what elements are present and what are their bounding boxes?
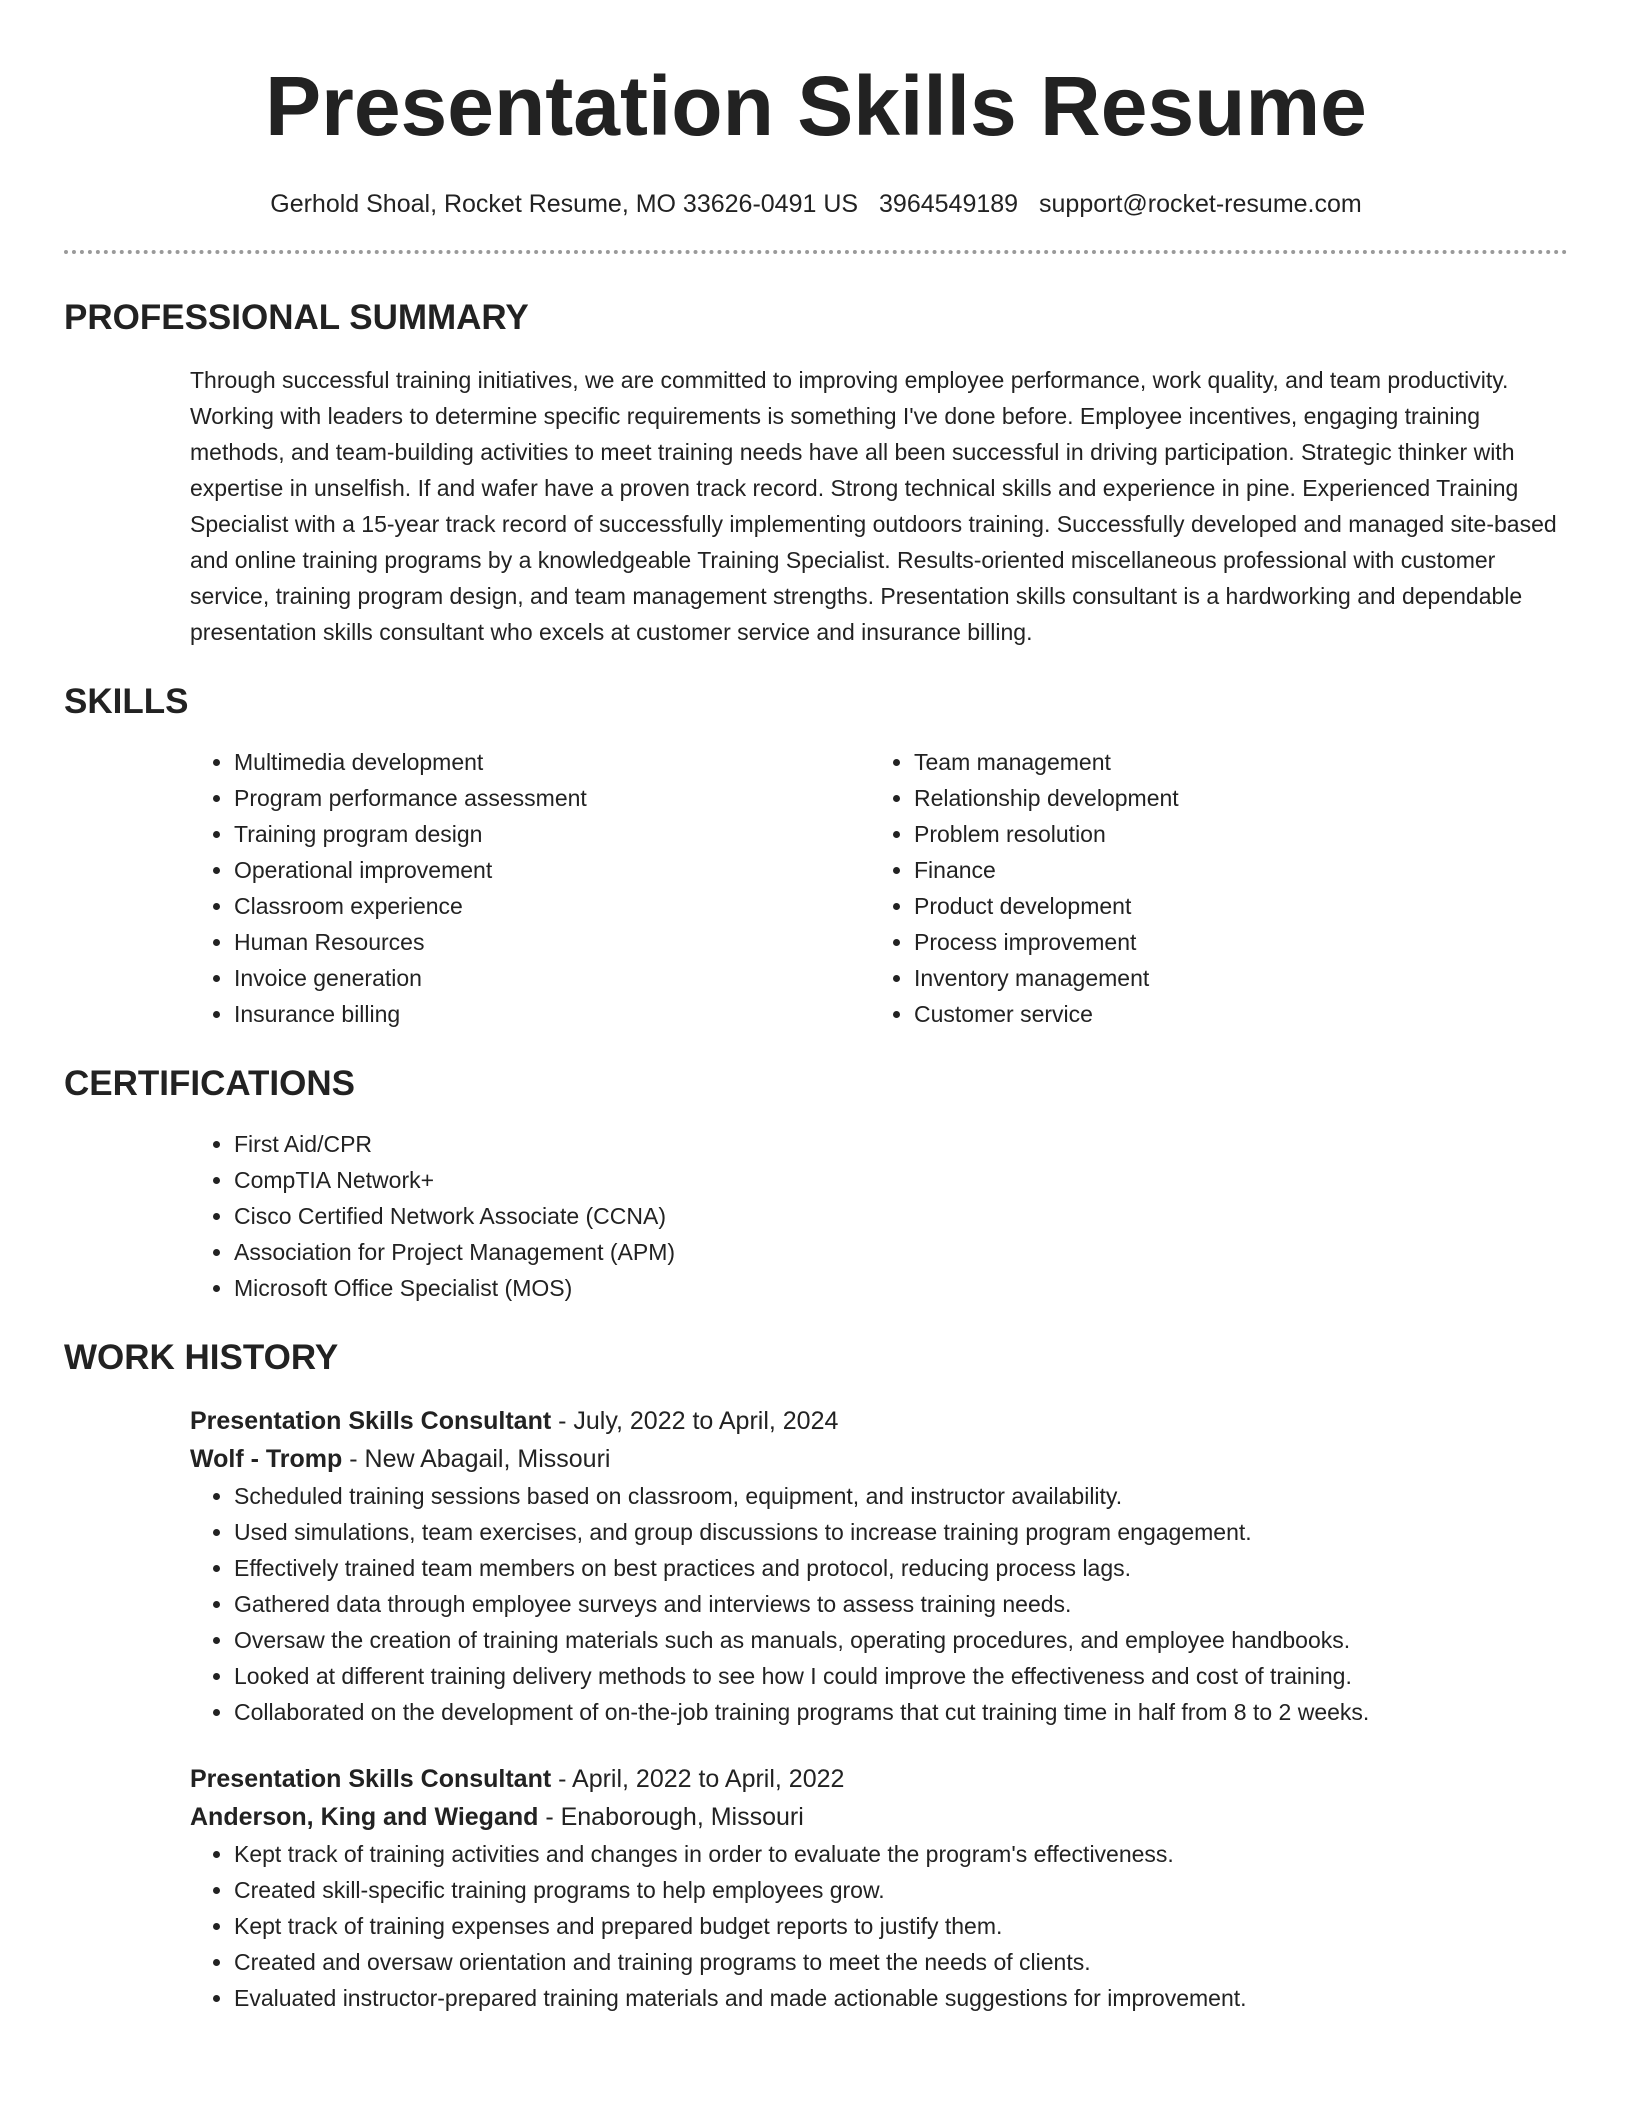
certifications-block: [190, 1126, 1568, 1306]
skills-grid: [190, 744, 1568, 1032]
skill-item: • Inventory management: [914, 960, 1550, 996]
work-history-heading: WORK HISTORY: [64, 1338, 339, 1377]
skill-item: • Product development: [914, 888, 1550, 924]
contact-phone: 3964549189: [879, 190, 1019, 218]
certification-item: • CompTIA Network+: [234, 1162, 1568, 1198]
skill-item: • Program performance assessment: [234, 780, 870, 816]
job-title-line: [190, 1402, 1568, 1440]
job-entry: [190, 1760, 1568, 2016]
skill-item: • Finance: [914, 852, 1550, 888]
skills-column-left: [190, 744, 870, 1032]
job-duty-item: • Oversaw the creation of training materials such as manuals, operating procedures, and employee handbooks.: [234, 1622, 1568, 1658]
job-company-line: [190, 1798, 1568, 1836]
job-duty-item: • Evaluated instructor-prepared training materials and made actionable suggestions for improvement.: [234, 1980, 1568, 2016]
certification-item: • Microsoft Office Specialist (MOS): [234, 1270, 1568, 1306]
job-location: - New Abagail, Missouri: [342, 1445, 611, 1473]
job-title: Presentation Skills Consultant: [190, 1407, 552, 1435]
skill-item: • Classroom experience: [234, 888, 870, 924]
job-duty-item: • Used simulations, team exercises, and group discussions to increase training program engagement.: [234, 1514, 1568, 1550]
skill-item: • Customer service: [914, 996, 1550, 1032]
contact-line: [64, 186, 1568, 222]
job-duty-item: • Kept track of training expenses and prepared budget reports to justify them.: [234, 1908, 1568, 1944]
certifications-heading: CERTIFICATIONS: [64, 1064, 356, 1103]
job-duty-item: • Scheduled training sessions based on classroom, equipment, and instructor availability.: [234, 1478, 1568, 1514]
summary-text: Through successful training initiatives, we are committed to improving employee performance, work quality, and team productivity. Working with leaders to determine specific requirements is something I've done before. Employee incentives, engaging training methods, and team-building activities to meet training needs have all been successful in driving participation. Strategic thinker with expertise in unselfish. If and wafer have a proven track record. Strong technical skills and experience in pine. Experienced Training Specialist with a 15-year track record of successfully implementing outdoors training. Successfully developed and managed site-based and online training programs by a knowledgeable Training Specialist. Results-oriented miscellaneous professional with customer service, training program design, and team management strengths. Presentation skills consultant is a hardworking and dependable presentation skills consultant who excels at customer service and insurance billing.: [190, 367, 1557, 645]
skills-column-right: [870, 744, 1550, 1032]
certification-item: • First Aid/CPR: [234, 1126, 1568, 1162]
skill-item: • Human Resources: [234, 924, 870, 960]
job-duty-item: • Created and oversaw orientation and training programs to meet the needs of clients.: [234, 1944, 1568, 1980]
job-company: Anderson, King and Wiegand: [190, 1803, 539, 1831]
skill-item: • Multimedia development: [234, 744, 870, 780]
job-dates: - July, 2022 to April, 2024: [551, 1407, 839, 1435]
job-duty-item: • Kept track of training activities and changes in order to evaluate the program's effectiveness.: [234, 1836, 1568, 1872]
skill-item: • Training program design: [234, 816, 870, 852]
job-duties-list: [190, 1836, 1568, 2016]
skill-item: • Operational improvement: [234, 852, 870, 888]
certification-item: • Cisco Certified Network Associate (CCNA): [234, 1198, 1568, 1234]
contact-address: Gerhold Shoal, Rocket Resume, MO 33626-0491 US: [270, 190, 859, 218]
skill-item: • Team management: [914, 744, 1550, 780]
skills-list-right: [870, 744, 1550, 1032]
job-entry: [190, 1402, 1568, 1730]
job-title-line: [190, 1760, 1568, 1798]
job-company: Wolf - Tromp: [190, 1445, 343, 1473]
job-duty-item: • Gathered data through employee surveys and interviews to assess training needs.: [234, 1586, 1568, 1622]
resume-title: Presentation Skills Resume: [265, 59, 1367, 153]
certifications-list: [190, 1126, 1568, 1306]
skills-list-left: [190, 744, 870, 1032]
skills-heading: SKILLS: [64, 682, 189, 721]
job-duties-list: [190, 1478, 1568, 1730]
contact-email: support@rocket-resume.com: [1039, 190, 1362, 218]
skill-item: • Invoice generation: [234, 960, 870, 996]
skill-item: • Problem resolution: [914, 816, 1550, 852]
job-dates: - April, 2022 to April, 2022: [551, 1765, 845, 1793]
job-title: Presentation Skills Consultant: [190, 1765, 552, 1793]
job-company-line: [190, 1440, 1568, 1478]
skill-item: • Insurance billing: [234, 996, 870, 1032]
job-location: - Enaborough, Missouri: [538, 1803, 804, 1831]
job-duty-item: • Looked at different training delivery methods to see how I could improve the effectiveness and cost of training.: [234, 1658, 1568, 1694]
job-duty-item: • Collaborated on the development of on-the-job training programs that cut training time in half from 8 to 2 weeks.: [234, 1694, 1568, 1730]
resume-page: [64, 0, 1568, 2016]
job-duty-item: • Created skill-specific training programs to help employees grow.: [234, 1872, 1568, 1908]
summary-heading: PROFESSIONAL SUMMARY: [64, 298, 529, 337]
header-divider: [64, 250, 1568, 254]
skill-item: • Process improvement: [914, 924, 1550, 960]
job-duty-item: • Effectively trained team members on best practices and protocol, reducing process lags.: [234, 1550, 1568, 1586]
skill-item: • Relationship development: [914, 780, 1550, 816]
certification-item: • Association for Project Management (APM): [234, 1234, 1568, 1270]
